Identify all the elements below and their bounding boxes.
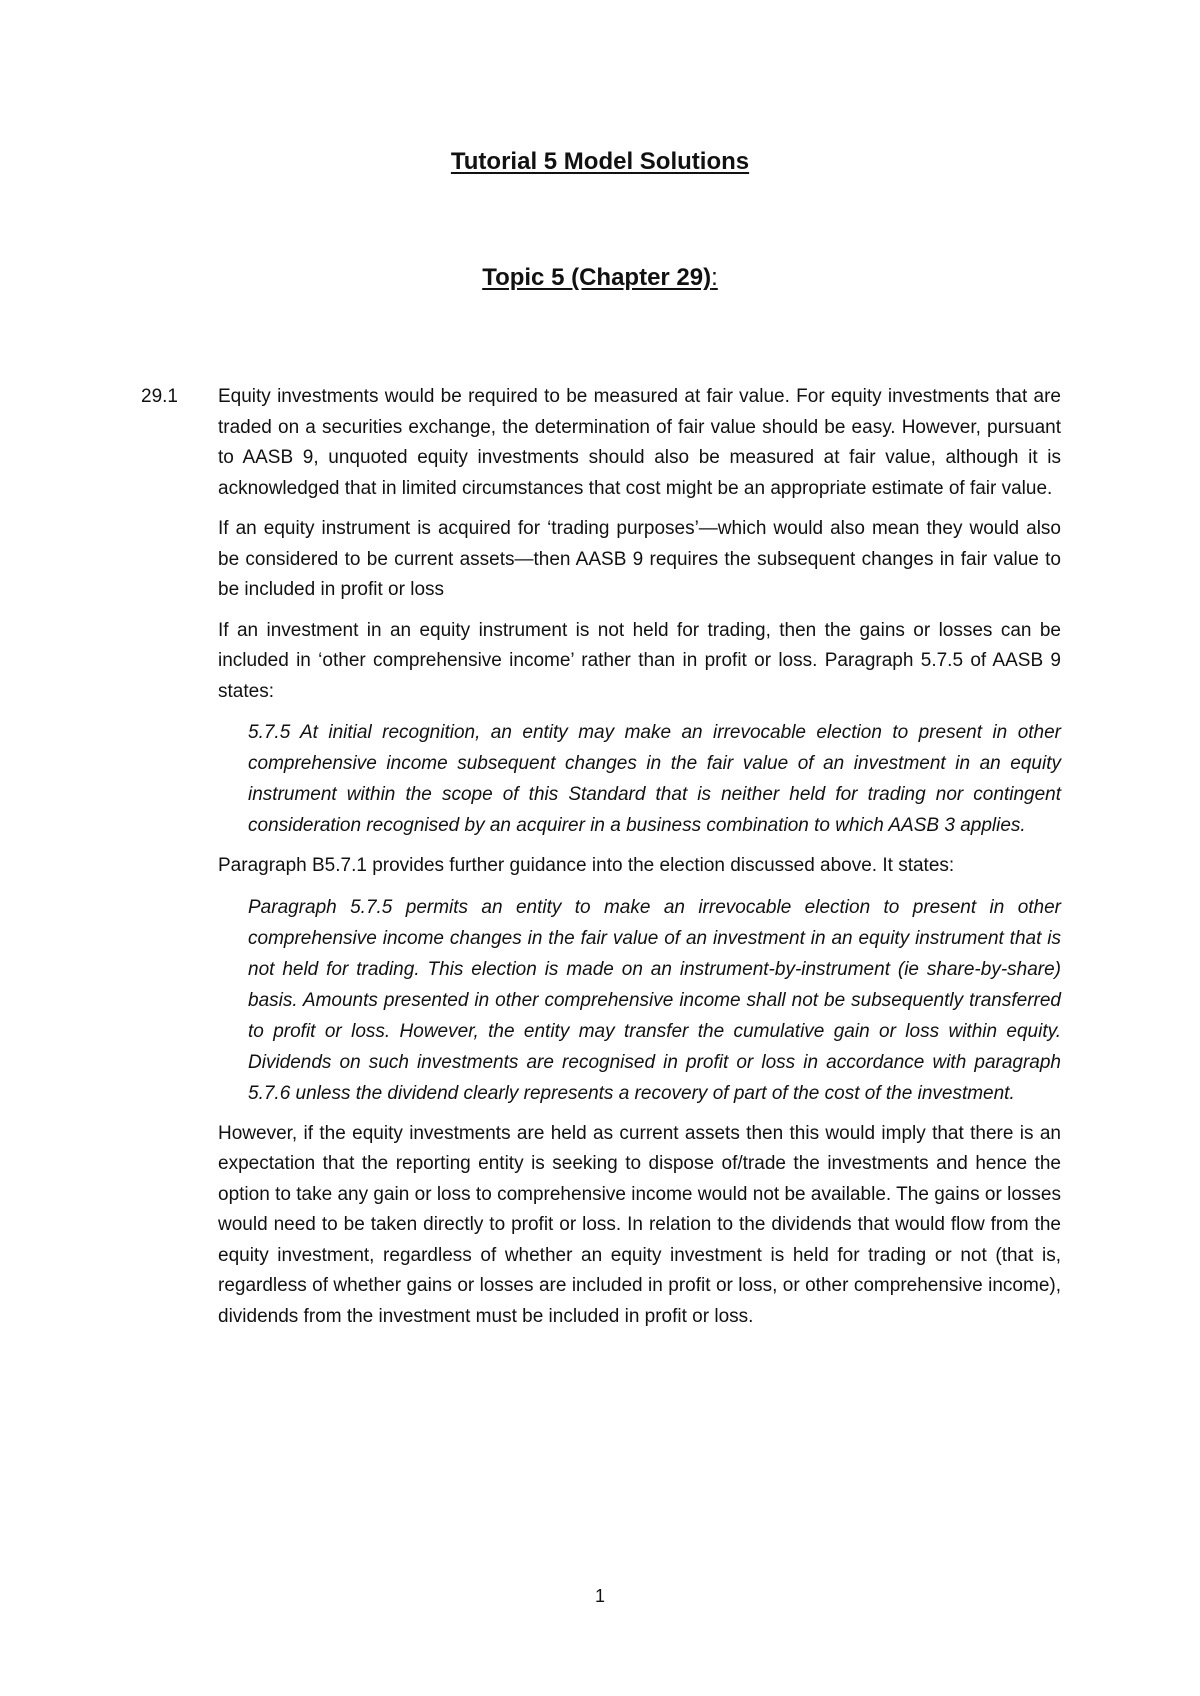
quote-aasb9-5-7-5: 5.7.5 At initial recognition, an entity may make an irrevocable election to present in other comprehensive income subsequent changes in the fair value of an investment in an equity instrument within the scope of this Standard that is neither held for trading nor contingent consideration recognised by an acquirer in a business combination to which AASB 3 applies. [248, 722, 1061, 836]
paragraph-current-assets: However, if the equity investments are held as current assets then this would imply that there is an expectation that the reporting entity is seeking to dispose of/trade the investments and hence the option to take any gain or loss to comprehensive income would not be available. The gains or losses would need to be taken directly to profit or loss. In relation to the dividends that would flow from the equity investment, regardless of whether an equity investment is held for trading or not (that is, regardless of whether gains or losses are included in profit or loss, or other comprehensive income), dividends from the investment must be included in profit or loss. [218, 1122, 1061, 1327]
question-number: 29.1 [141, 386, 178, 407]
topic-heading: Topic 5 (Chapter 29) [482, 264, 712, 291]
page-number: 1 [594, 1586, 605, 1606]
paragraph-b5-7-1-intro: Paragraph B5.7.1 provides further guidance into the election discussed above. It states: [218, 855, 955, 876]
quote-aasb9-b5-7-1: Paragraph 5.7.5 permits an entity to make an irrevocable election to present in other comprehensive income changes in the fair value of an investment in an equity instrument that is not held for trading. This election is made on an instrument-by-instrument (ie share-by-share) basis. Amounts presented in other comprehensive income shall not be subsequently transferred to profit or loss. However, the entity may transfer the cumulative gain or loss within equity. Dividends on such investments are recognised in profit or loss in accordance with paragraph 5.7.6 unless the dividend clearly represents a recovery of part of the cost of the investment. [248, 896, 1061, 1104]
topic-heading-line [0, 264, 1200, 292]
page-title: Tutorial 5 Model Solutions [450, 148, 750, 175]
answer-body [218, 382, 1061, 1342]
paragraph-trading-purposes: If an equity instrument is acquired for ‘trading purposes’—which would also mean they would also be considered to be current assets—then AASB 9 requires the subsequent changes in fair value to be included in profit or loss [218, 518, 1061, 600]
paragraph-not-held-for-trading: If an investment in an equity instrument is not held for trading, then the gains or losses can be included in ‘other comprehensive income’ rather than in profit or loss. Paragraph 5.7.5 of AASB 9 states: [218, 619, 1061, 702]
paragraph-fair-value: Equity investments would be required to be measured at fair value. For equity investments that are traded on a securities exchange, the determination of fair value should be easy. However, pursuant to AASB 9, unquoted equity investments should also be measured at fair value, although it is acknowledged that in limited circumstances that cost might be an appropriate estimate of fair value. [218, 386, 1061, 499]
topic-heading-colon: : [711, 264, 718, 291]
